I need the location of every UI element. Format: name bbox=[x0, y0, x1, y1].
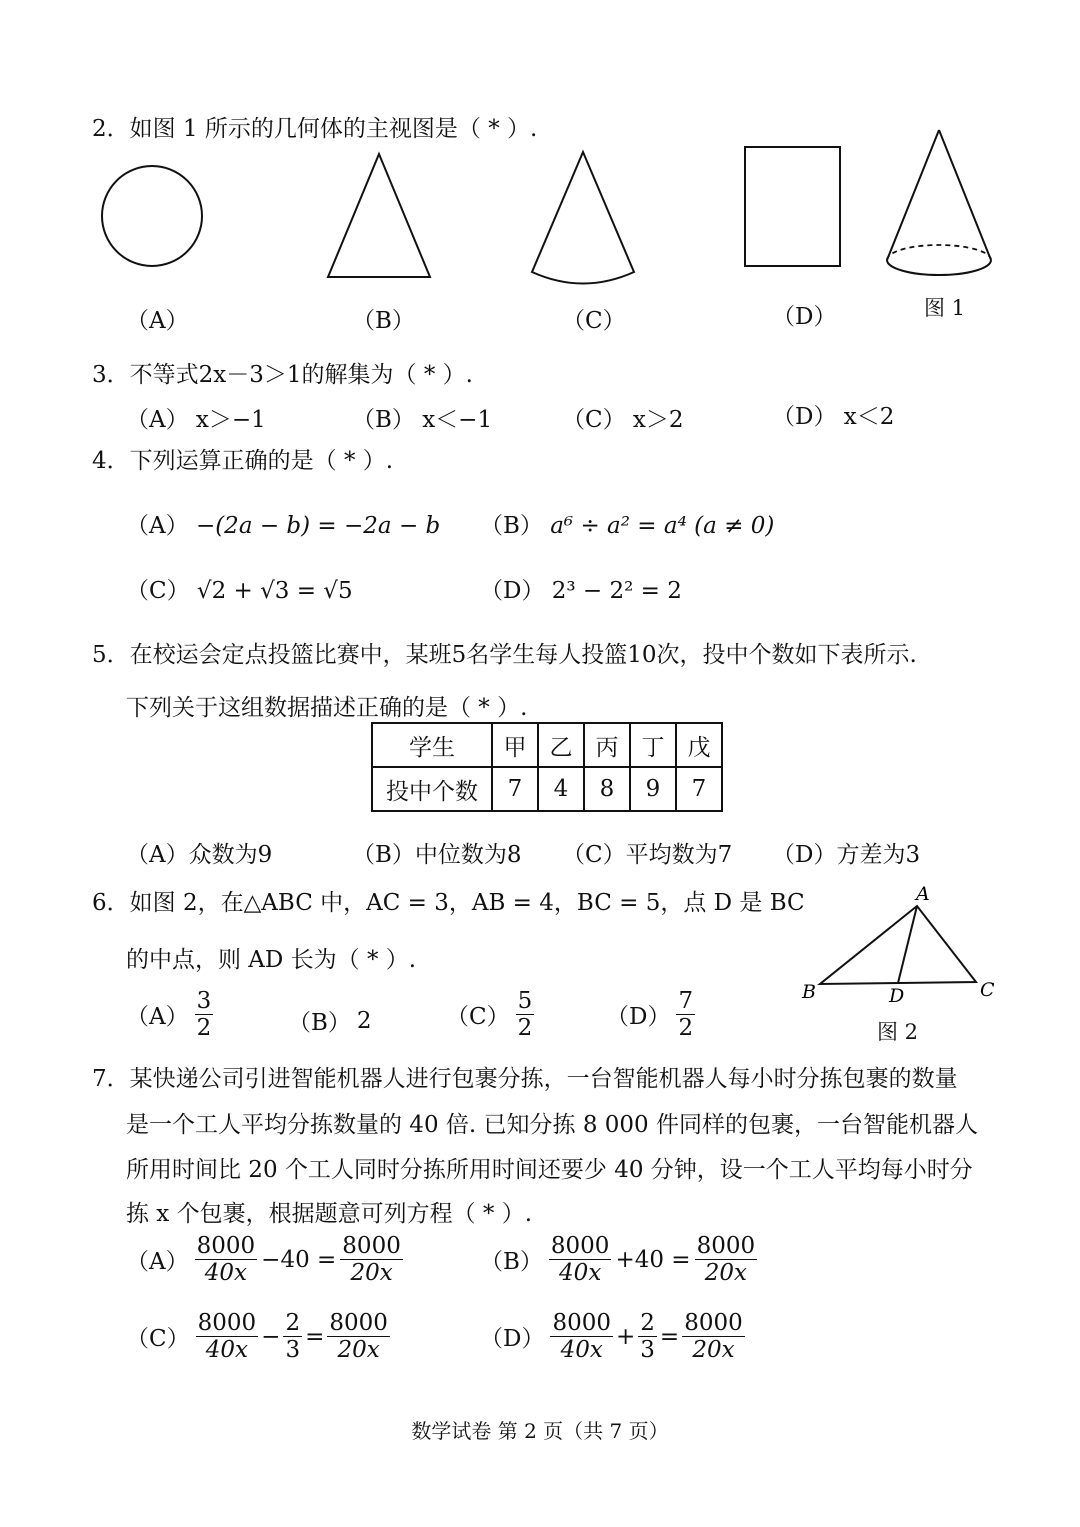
fraction-denominator: 20x bbox=[704, 1260, 747, 1287]
fraction-denominator: 40x bbox=[204, 1260, 248, 1287]
table-cell: 投中个数 bbox=[372, 767, 492, 811]
q6-option-b-value: 2 bbox=[356, 1007, 372, 1034]
q6-option-b-label: （B） bbox=[288, 1010, 351, 1036]
table-cell: 甲 bbox=[492, 723, 538, 767]
q7-option-c-fraction-left bbox=[196, 1310, 259, 1364]
fraction-numerator: 8000 bbox=[696, 1233, 756, 1259]
table-cell: 丁 bbox=[630, 723, 676, 767]
q5-option-b[interactable]: （B）中位数为8 bbox=[352, 842, 522, 868]
q4-option-a[interactable] bbox=[126, 507, 440, 540]
q2-option-a-circle-figure bbox=[100, 164, 204, 268]
q7-option-b-operator: +40 = bbox=[615, 1246, 691, 1273]
q7-option-c-operator: − bbox=[261, 1323, 281, 1350]
q7-option-d[interactable] bbox=[480, 1310, 745, 1364]
q7-stem-line4: 拣 x 个包裹，根据题意可列方程（ * ）. bbox=[126, 1201, 533, 1227]
q7-option-d-fraction-right bbox=[682, 1310, 745, 1364]
q4-option-b[interactable] bbox=[480, 507, 774, 540]
q6-option-d[interactable] bbox=[606, 988, 695, 1042]
fraction-denominator: 2 bbox=[678, 1015, 694, 1042]
vertex-label-a: A bbox=[916, 883, 930, 905]
q7-stem-line3: 所用时间比 20 个工人同时分拣所用时间还要少 40 分钟，设一个工人平均每小时分 bbox=[126, 1157, 973, 1183]
q7-option-d-equals: = bbox=[659, 1323, 680, 1350]
q4-option-d-expression: 2³ − 2² = 2 bbox=[551, 578, 682, 604]
fraction-numerator: 8000 bbox=[552, 1310, 611, 1336]
fraction-denominator: 20x bbox=[337, 1337, 380, 1364]
q2-option-b[interactable]: （B） bbox=[352, 308, 415, 334]
table-row bbox=[372, 723, 722, 767]
q7-option-a-operator: −40 = bbox=[261, 1246, 337, 1273]
q5-data-table bbox=[371, 722, 723, 812]
fraction-numerator: 5 bbox=[517, 988, 533, 1014]
fraction-numerator: 3 bbox=[196, 988, 212, 1014]
q6-option-c-label: （C） bbox=[446, 1004, 510, 1031]
table-row bbox=[372, 767, 722, 811]
q7-option-a-fraction-right bbox=[340, 1233, 403, 1287]
table-cell: 7 bbox=[492, 767, 538, 811]
q6-option-a-label: （A） bbox=[126, 1004, 189, 1031]
q7-option-c[interactable] bbox=[126, 1310, 390, 1364]
q7-option-d-operator: + bbox=[616, 1323, 636, 1350]
fraction-numerator: 7 bbox=[678, 988, 694, 1014]
q2-option-d-rectangle-figure bbox=[743, 145, 843, 269]
q4-option-d-label: （D） bbox=[480, 578, 545, 604]
q6-option-d-label: （D） bbox=[606, 1004, 671, 1031]
fraction-denominator: 40x bbox=[559, 1260, 602, 1287]
fraction-numerator: 8000 bbox=[329, 1310, 388, 1336]
page-footer: 数学试卷 第 2 页（共 7 页） bbox=[411, 1419, 669, 1443]
q7-option-d-fraction-left bbox=[550, 1310, 613, 1364]
q3-option-a[interactable]: （A） x＞−1 bbox=[126, 407, 266, 433]
fraction-numerator: 8000 bbox=[196, 1233, 256, 1259]
q7-option-d-label: （D） bbox=[480, 1326, 545, 1353]
q3-option-d[interactable]: （D） x＜2 bbox=[772, 404, 895, 430]
q5-stem-line1: 5．在校运会定点投篮比赛中，某班5名学生每人投篮10次，投中个数如下表所示. bbox=[92, 642, 917, 668]
q2-figure1-cone-solid bbox=[884, 128, 994, 280]
q5-option-a[interactable]: （A）众数为9 bbox=[126, 842, 273, 868]
q7-option-a-label: （A） bbox=[126, 1249, 189, 1276]
q4-option-a-label: （A） bbox=[126, 513, 189, 539]
fraction-numerator: 2 bbox=[285, 1310, 301, 1336]
fraction-denominator: 2 bbox=[196, 1015, 212, 1042]
q7-option-b-label: （B） bbox=[480, 1249, 543, 1276]
q6-option-c[interactable] bbox=[446, 988, 534, 1042]
fraction-denominator: 40x bbox=[560, 1337, 603, 1364]
table-cell: 戊 bbox=[676, 723, 722, 767]
q7-option-b-fraction-left bbox=[549, 1233, 612, 1287]
q4-option-b-expression: a⁶ ÷ a² = a⁴ (a ≠ 0) bbox=[550, 513, 775, 539]
q6-option-b[interactable] bbox=[288, 1004, 372, 1037]
q2-option-c-cone-front-figure bbox=[530, 150, 636, 290]
q5-option-c[interactable]: （C）平均数为7 bbox=[562, 842, 733, 868]
q5-option-d[interactable]: （D）方差为3 bbox=[772, 842, 921, 868]
q4-option-a-expression: −(2a − b) = −2a − b bbox=[195, 513, 441, 539]
q6-stem-line1: 6．如图 2，在△ABC 中，AC = 3，AB = 4，BC = 5，点 D 是 BC bbox=[92, 890, 805, 916]
q2-option-b-triangle-figure bbox=[326, 152, 432, 280]
fraction-denominator: 3 bbox=[640, 1337, 655, 1364]
q7-stem-line2: 是一个工人平均分拣数量的 40 倍. 已知分拣 8 000 件同样的包裹，一台智能机器人 bbox=[126, 1112, 978, 1138]
q3-stem: 3．不等式2x－3＞1的解集为（ * ）. bbox=[92, 362, 473, 388]
vertex-label-b: B bbox=[802, 981, 816, 1003]
q4-option-d[interactable] bbox=[480, 572, 682, 605]
q3-option-b[interactable]: （B） x＜−1 bbox=[352, 407, 493, 433]
fraction-numerator: 2 bbox=[640, 1310, 655, 1336]
fraction-denominator: 40x bbox=[205, 1337, 248, 1364]
q7-option-c-fraction-middle bbox=[283, 1310, 302, 1364]
fraction-denominator: 20x bbox=[350, 1260, 393, 1287]
q3-option-c[interactable]: （C） x＞2 bbox=[562, 407, 684, 433]
table-cell: 8 bbox=[584, 767, 630, 811]
table-cell: 乙 bbox=[538, 723, 584, 767]
fraction-numerator: 8000 bbox=[342, 1233, 401, 1259]
fraction-numerator: 8000 bbox=[684, 1310, 743, 1336]
q4-option-c-label: （C） bbox=[126, 578, 190, 604]
q6-option-c-fraction bbox=[516, 988, 535, 1042]
table-cell: 4 bbox=[538, 767, 584, 811]
table-cell: 学生 bbox=[372, 723, 492, 767]
q7-option-c-label: （C） bbox=[126, 1326, 190, 1353]
q7-option-b[interactable] bbox=[480, 1233, 757, 1287]
q7-option-d-fraction-middle bbox=[638, 1310, 657, 1364]
q4-option-c[interactable] bbox=[126, 572, 353, 605]
q2-option-c[interactable]: （C） bbox=[562, 308, 626, 334]
q2-stem: 2．如图 1 所示的几何体的主视图是（ * ）. bbox=[92, 116, 538, 142]
q2-option-d[interactable]: （D） bbox=[772, 304, 837, 330]
q4-stem: 4．下列运算正确的是（ * ）. bbox=[92, 448, 394, 474]
q4-option-b-label: （B） bbox=[480, 513, 543, 539]
q6-option-a-fraction bbox=[195, 988, 214, 1042]
fraction-denominator: 3 bbox=[285, 1337, 301, 1364]
q2-option-a[interactable]: （A） bbox=[126, 308, 189, 334]
q7-option-a[interactable] bbox=[126, 1233, 403, 1287]
q7-option-b-fraction-right bbox=[695, 1233, 758, 1287]
table-cell: 7 bbox=[676, 767, 722, 811]
point-label-d: D bbox=[889, 985, 905, 1007]
fraction-denominator: 20x bbox=[692, 1337, 735, 1364]
q6-option-d-fraction bbox=[676, 988, 695, 1042]
q4-option-c-expression: √2 + √3 = √5 bbox=[196, 578, 353, 604]
q6-stem-line2: 的中点，则 AD 长为（ * ）. bbox=[126, 947, 417, 973]
fraction-denominator: 2 bbox=[517, 1015, 533, 1042]
q6-option-a[interactable] bbox=[126, 988, 213, 1042]
q7-option-c-equals: = bbox=[305, 1323, 325, 1350]
table-cell: 丙 bbox=[584, 723, 630, 767]
q7-option-a-fraction-left bbox=[195, 1233, 258, 1287]
q7-stem-line1: 7．某快递公司引进智能机器人进行包裹分拣，一台智能机器人每小时分拣包裹的数量 bbox=[92, 1066, 958, 1092]
q6-figure2-caption: 图 2 bbox=[877, 1020, 919, 1044]
table-cell: 9 bbox=[630, 767, 676, 811]
vertex-label-c: C bbox=[980, 979, 995, 1001]
q5-stem-line2: 下列关于这组数据描述正确的是（ * ）. bbox=[126, 695, 528, 721]
fraction-numerator: 8000 bbox=[197, 1310, 257, 1336]
fraction-numerator: 8000 bbox=[550, 1233, 610, 1259]
q7-option-c-fraction-right bbox=[327, 1310, 390, 1364]
q2-figure1-caption: 图 1 bbox=[924, 296, 966, 320]
